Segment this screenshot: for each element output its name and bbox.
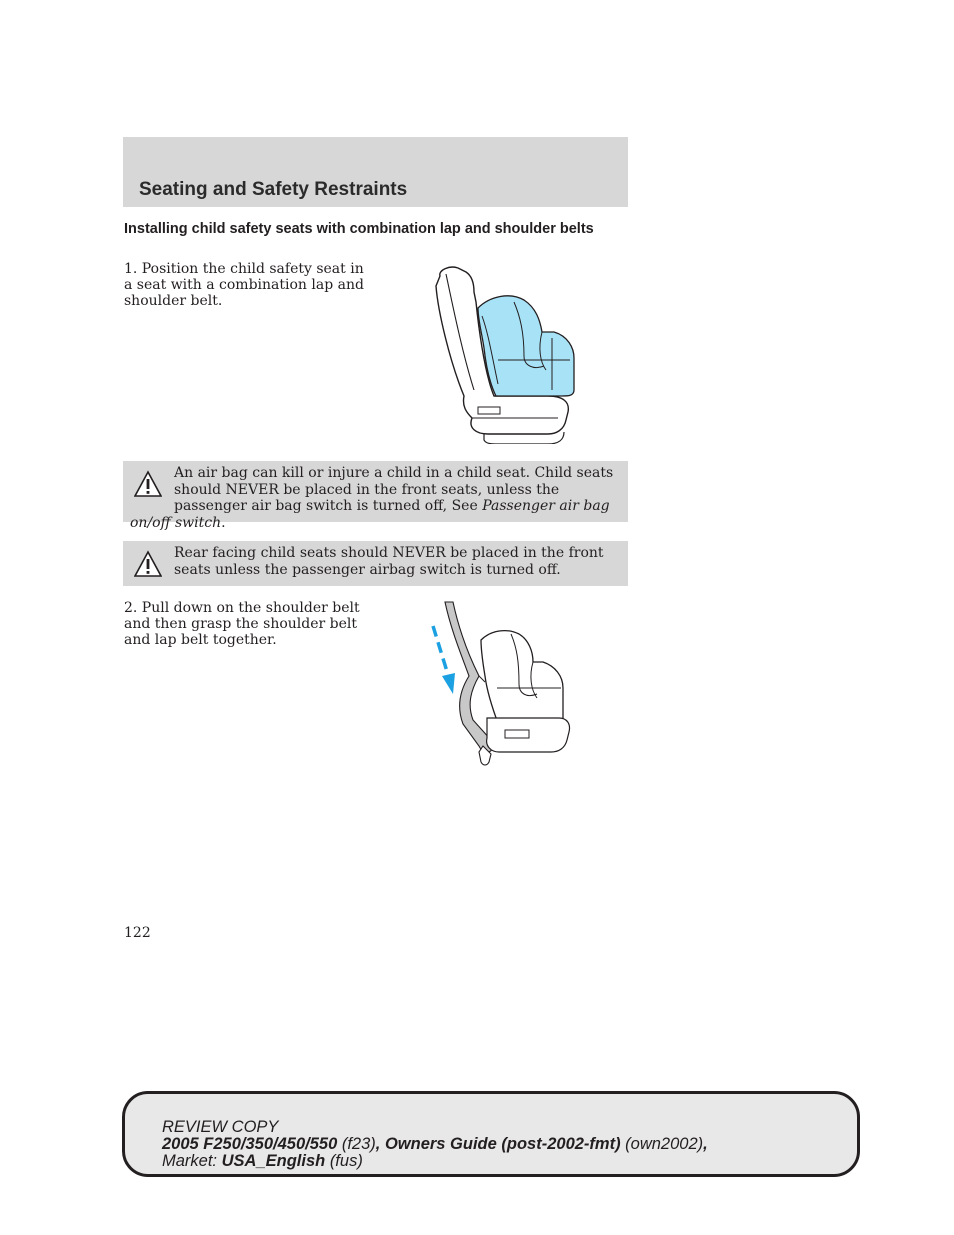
warning-triangle-icon — [134, 470, 162, 498]
review-market-code: (fus) — [329, 1152, 363, 1170]
child-seat-illustration-2 — [425, 600, 580, 768]
subheading: Installing child safety seats with combination lap and shoulder belts — [124, 221, 594, 237]
warning-1-end: . — [221, 514, 226, 531]
warning-triangle-icon — [134, 550, 162, 578]
review-copy-label — [162, 1119, 857, 1136]
step-2-text: 2. Pull down on the shoulder belt and then grasp the shoulder belt and lap belt together. — [124, 600, 360, 648]
review-market: USA_English — [221, 1152, 326, 1170]
warning-box-1 — [123, 461, 628, 531]
page-number: 122 — [124, 925, 151, 941]
review-model-line — [162, 1136, 857, 1153]
review-market-line — [162, 1153, 857, 1170]
warning-2-text: Rear facing child seats should NEVER be placed in the front seats unless the passenger airbag switch is turned off. — [174, 545, 604, 578]
review-copy-footer — [122, 1091, 860, 1177]
section-title: Seating and Safety Restraints — [139, 179, 408, 200]
review-copy-text: REVIEW COPY — [162, 1118, 279, 1136]
review-market-label: Market: — [162, 1152, 218, 1170]
warning-1-body: An air bag can kill or injure a child in a child seat. Child seats should NEVER be placed in the front seats, unless the passenger air bag switch is turned off, See — [174, 465, 614, 514]
review-sep-2: , — [703, 1135, 708, 1153]
review-guide-code: (own2002) — [625, 1135, 704, 1153]
step-1-text: 1. Position the child safety seat in a seat with a combination lap and shoulder belt. — [124, 261, 364, 309]
review-model-code: (f23) — [341, 1135, 376, 1153]
review-sep-1: , — [375, 1135, 385, 1153]
warning-1-text — [130, 465, 613, 531]
section-header-band — [123, 137, 628, 207]
passenger-air-bag-reference: Passenger air bag on/off switch — [130, 498, 610, 531]
review-guide: Owners Guide (post-2002-fmt) — [384, 1135, 621, 1153]
review-model: 2005 F250/350/450/550 — [162, 1135, 338, 1153]
child-seat-illustration-1 — [428, 262, 580, 444]
warning-box-2 — [123, 541, 628, 586]
